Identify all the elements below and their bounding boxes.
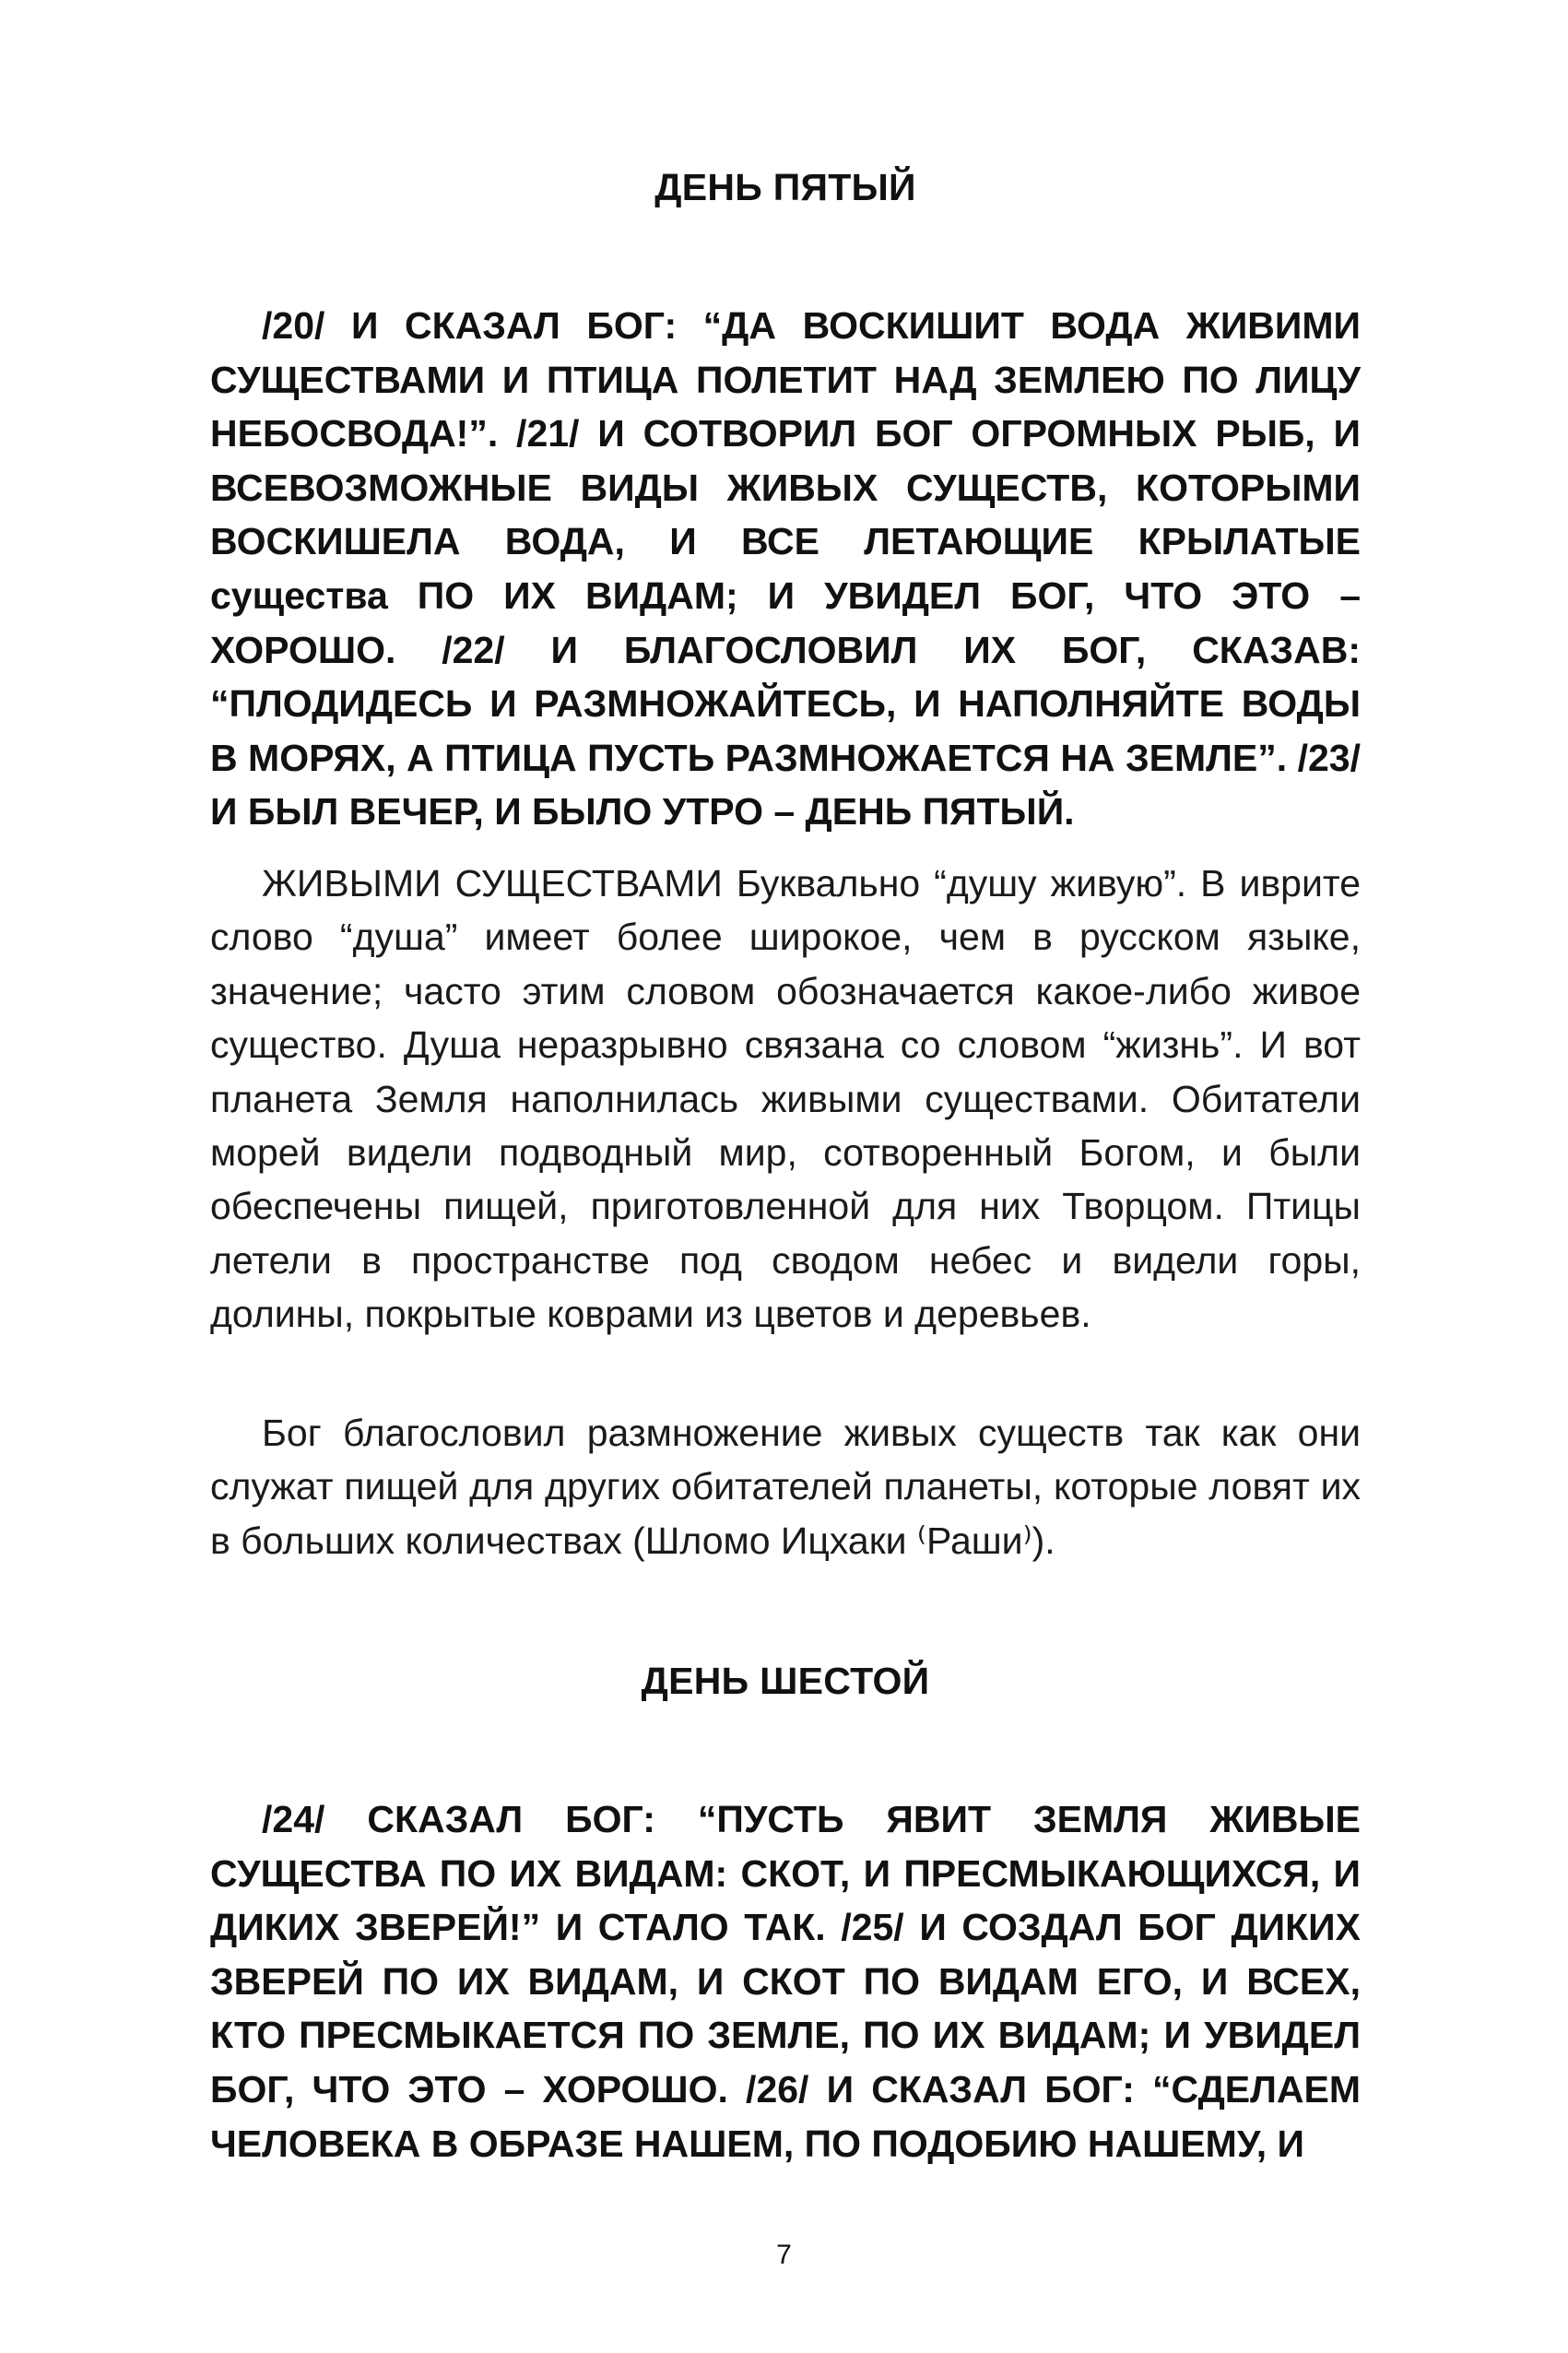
- day-six-heading: ДЕНЬ ШЕСТОЙ: [641, 1660, 930, 1702]
- page-number: 7: [776, 2240, 792, 2270]
- day-five-verse-text: /20/ И СКАЗАЛ БОГ: “ДА ВОСКИШИТ ВОДА ЖИВИМИ СУЩЕСТВАМИ И ПТИЦА ПОЛЕТИТ НАД ЗЕМЛЕЮ ПО ЛИЦУ НЕБОСВОДА!”. /21/ И СОТВОРИЛ БОГ ОГРОМНЫХ РЫБ, И ВСЕВОЗМОЖНЫЕ ВИДЫ ЖИВЫХ СУЩЕСТВ, КОТОРЫМИ ВОСКИШЕЛА ВОДА, И ВСЕ ЛЕТАЮЩИЕ КРЫЛАТЫЕ существа ПО ИХ ВИДАМ; И УВИДЕЛ БОГ, ЧТО ЭТО – ХОРОШО. /22/ И БЛАГОСЛОВИЛ ИХ БОГ, СКАЗАВ: “ПЛОДИДЕСЬ И РАЗМНОЖАЙТЕСЬ, И НАПОЛНЯЙТЕ ВОДЫ В МОРЯХ, А ПТИЦА ПУСТЬ РАЗМНОЖАЕТСЯ НА ЗЕМЛЕ”. /23/ И БЫЛ ВЕЧЕР, И БЫЛО УТРО – ДЕНЬ ПЯТЫЙ.: [210, 304, 1361, 834]
- day-five-heading: ДЕНЬ ПЯТЫЙ: [654, 166, 916, 208]
- day-six-verse-text: /24/ СКАЗАЛ БОГ: “ПУСТЬ ЯВИТ ЗЕМЛЯ ЖИВЫЕ СУЩЕСТВА ПО ИХ ВИДАМ: СКОТ, И ПРЕСМЫКАЮЩИХСЯ, И ДИКИХ ЗВЕРЕЙ!” И СТАЛО ТАК. /25/ И СОЗДАЛ БОГ ДИКИХ ЗВЕРЕЙ ПО ИХ ВИДАМ, И СКОТ ПО ВИДАМ ЕГО, И ВСЕХ, КТО ПРЕСМЫКАЕТСЯ ПО ЗЕМЛЕ, ПО ИХ ВИДАМ; И УВИДЕЛ БОГ, ЧТО ЭТО – ХОРОШО. /26/ И СКАЗАЛ БОГ: “СДЕЛАЕМ ЧЕЛОВЕКА В ОБРАЗЕ НАШЕМ, ПО ПОДОБИЮ НАШЕМУ, И: [210, 1798, 1361, 2165]
- day-five-commentary-paragraph-1: ЖИВЫМИ СУЩЕСТВАМИ Буквально “душу живую”. В иврите слово “душа” имеет более широкое, чем в русском языке, значение; часто этим словом обозначается какое-либо живое существо. Душа неразрывно связана со словом “жизнь”. И вот планета Земля наполнилась живыми существами. Обитатели морей видели подводный мир, сотворенный Богом, и были обеспечены пищей, приготовленной для них Творцом. Птицы летели в пространстве под сводом небес и видели горы, долины, покрытые коврами из цветов и деревьев.: [210, 862, 1361, 1336]
- day-five-commentary-paragraph-2: Бог благословил размножение живых существ так как они служат пищей для других обитателей планеты, которые ловят их в больших количествах (Шломо Ицхаки ⁽Раши⁾).: [210, 1412, 1361, 1562]
